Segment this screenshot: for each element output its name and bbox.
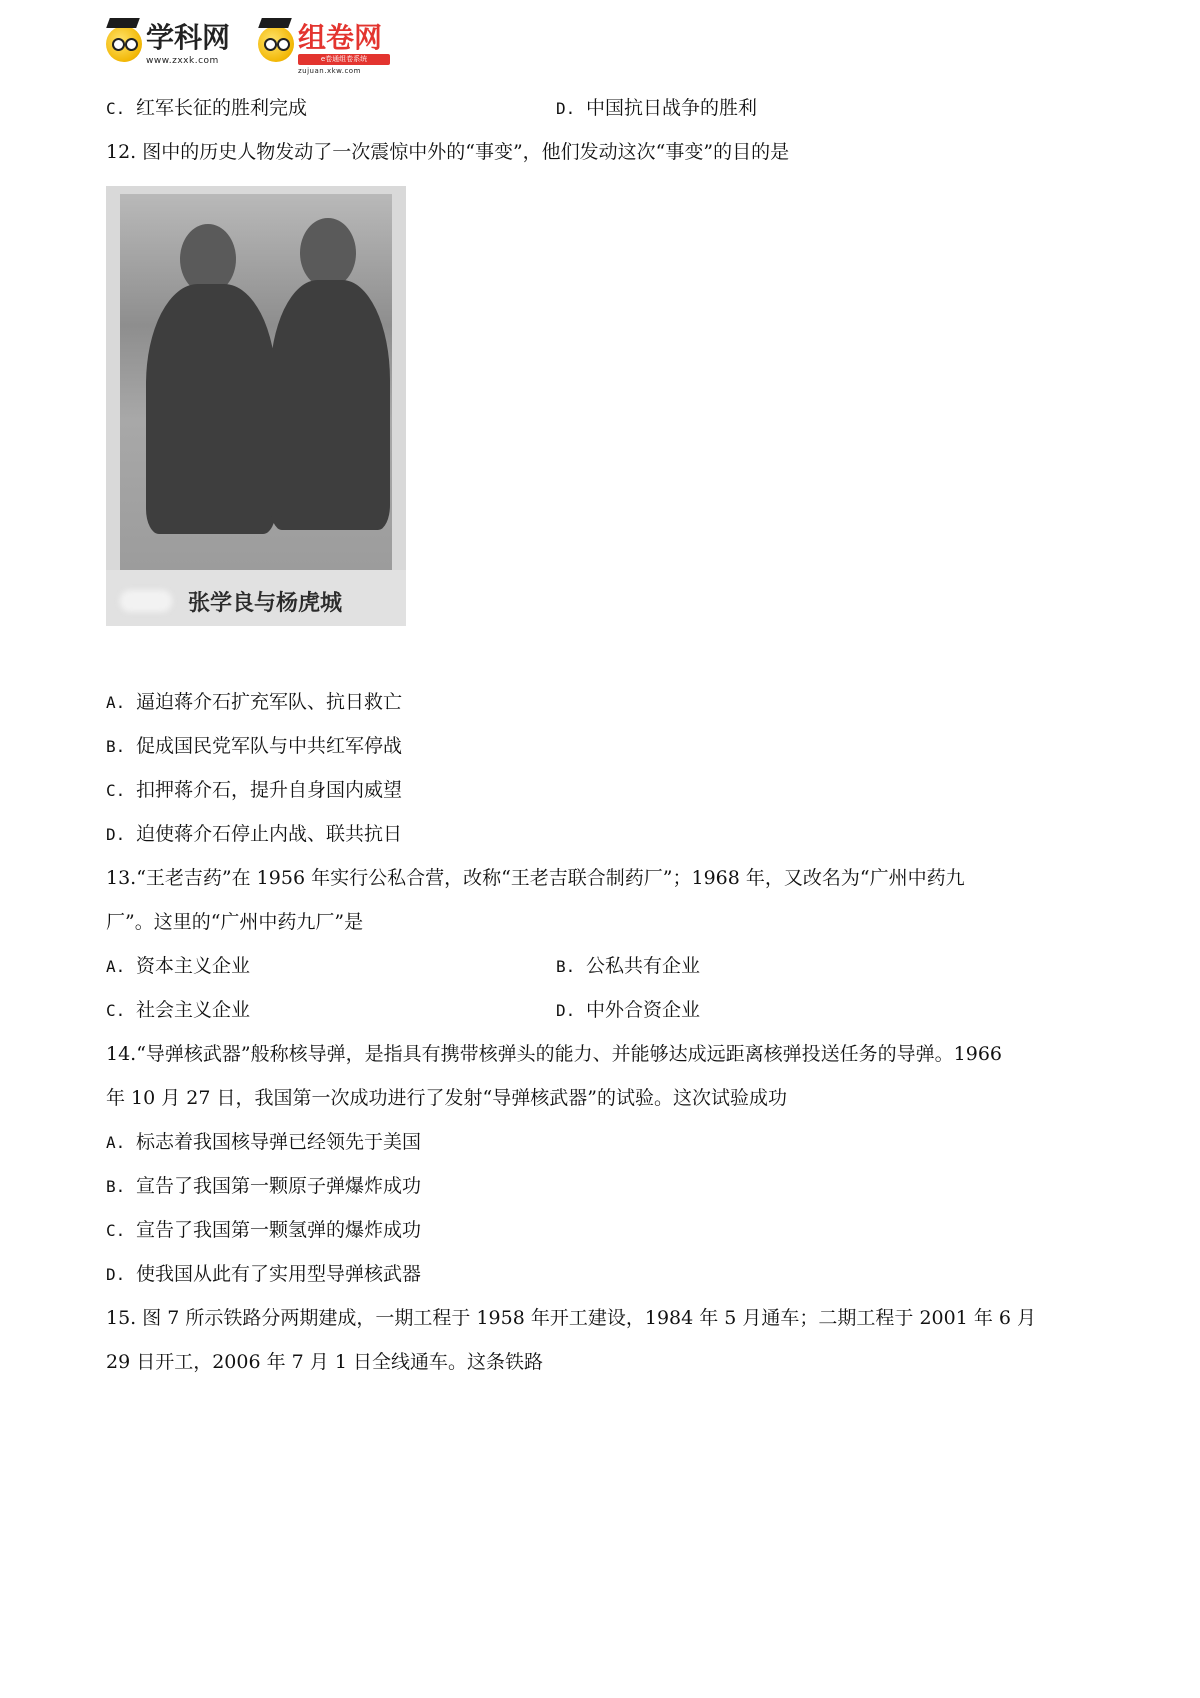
option-letter: C. bbox=[106, 99, 126, 118]
option-text: 红军长征的胜利完成 bbox=[136, 97, 308, 119]
header-logos bbox=[106, 18, 426, 78]
q14-option-d bbox=[106, 1262, 421, 1287]
q12-option-a bbox=[106, 690, 402, 715]
q13-stem-line2: 厂”。这里的“广州中药九厂”是 bbox=[106, 911, 364, 933]
mascot-icon bbox=[106, 26, 142, 62]
option-text: 迫使蒋介石停止内战、联共抗日 bbox=[136, 823, 403, 845]
option-letter: D. bbox=[106, 825, 126, 844]
q13-option-d bbox=[556, 998, 700, 1023]
logo2-tag: e卷通组卷系统 bbox=[298, 54, 390, 65]
option-text: 标志着我国核导弹已经领先于美国 bbox=[136, 1131, 422, 1153]
option-text: 中国抗日战争的胜利 bbox=[586, 97, 758, 119]
q12-option-b bbox=[106, 734, 402, 759]
option-letter: C. bbox=[106, 1221, 126, 1240]
option-letter: A. bbox=[106, 1133, 126, 1152]
q13-option-b bbox=[556, 954, 700, 979]
watermark-blur bbox=[120, 590, 172, 612]
option-letter: C. bbox=[106, 1001, 126, 1020]
option-letter: C. bbox=[106, 781, 126, 800]
option-text: 公私共有企业 bbox=[586, 955, 701, 977]
photo-image bbox=[120, 194, 392, 570]
mascot-icon bbox=[258, 26, 294, 62]
q13-stem-line1: 13.“王老吉药”在 1956 年实行公私合营，改称“王老吉联合制药厂”；1968 年，又改名为“广州中药九 bbox=[106, 867, 965, 889]
zujuan-logo bbox=[258, 18, 418, 78]
photo-caption: 张学良与杨虎城 bbox=[188, 591, 343, 616]
option-text: 扣押蒋介石，提升自身国内威望 bbox=[136, 779, 403, 801]
logo2-text: 组卷网 bbox=[298, 21, 383, 54]
q13-option-c bbox=[106, 998, 250, 1023]
option-text: 促成国民党军队与中共红军停战 bbox=[136, 735, 403, 757]
q14-option-b bbox=[106, 1174, 421, 1199]
q15-stem-line2: 29 日开工，2006 年 7 月 1 日全线通车。这条铁路 bbox=[106, 1351, 543, 1373]
option-letter: B. bbox=[556, 957, 576, 976]
option-letter: B. bbox=[106, 737, 126, 756]
option-text: 资本主义企业 bbox=[136, 955, 251, 977]
option-letter: D. bbox=[556, 1001, 576, 1020]
q14-option-c bbox=[106, 1218, 421, 1243]
logo1-text: 学科网 bbox=[146, 21, 231, 54]
option-text: 逼迫蒋介石扩充军队、抗日救亡 bbox=[136, 691, 403, 713]
option-letter: D. bbox=[106, 1265, 126, 1284]
historical-photo bbox=[106, 186, 406, 626]
logo2-url: zujuan.xkw.com bbox=[298, 67, 361, 75]
q11-option-d bbox=[556, 96, 757, 121]
q13-option-a bbox=[106, 954, 250, 979]
q12-stem: 12. 图中的历史人物发动了一次震惊中外的“事变”，他们发动这次“事变”的目的是 bbox=[106, 141, 790, 163]
option-text: 社会主义企业 bbox=[136, 999, 251, 1021]
option-letter: B. bbox=[106, 1177, 126, 1196]
q12-option-d bbox=[106, 822, 402, 847]
logo1-url: www.zxxk.com bbox=[146, 56, 219, 66]
option-letter: A. bbox=[106, 693, 126, 712]
option-text: 使我国从此有了实用型导弹核武器 bbox=[136, 1263, 422, 1285]
option-letter: D. bbox=[556, 99, 576, 118]
option-letter: A. bbox=[106, 957, 126, 976]
q14-stem-line1: 14.“导弹核武器”般称核导弹，是指具有携带核弹头的能力、并能够达成远距离核弹投送任务的导弹。1966 bbox=[106, 1043, 1002, 1065]
q14-stem-line2: 年 10 月 27 日，我国第一次成功进行了发射“导弹核武器”的试验。这次试验成功 bbox=[106, 1087, 787, 1109]
q11-option-c bbox=[106, 96, 307, 121]
option-text: 中外合资企业 bbox=[586, 999, 701, 1021]
zxxk-logo bbox=[106, 18, 246, 78]
option-text: 宣告了我国第一颗原子弹爆炸成功 bbox=[136, 1175, 422, 1197]
q15-stem-line1: 15. 图 7 所示铁路分两期建成，一期工程于 1958 年开工建设，1984 年 5 月通车；二期工程于 2001 年 6 月 bbox=[106, 1307, 1037, 1329]
option-text: 宣告了我国第一颗氢弹的爆炸成功 bbox=[136, 1219, 422, 1241]
q12-option-c bbox=[106, 778, 402, 803]
q14-option-a bbox=[106, 1130, 421, 1155]
